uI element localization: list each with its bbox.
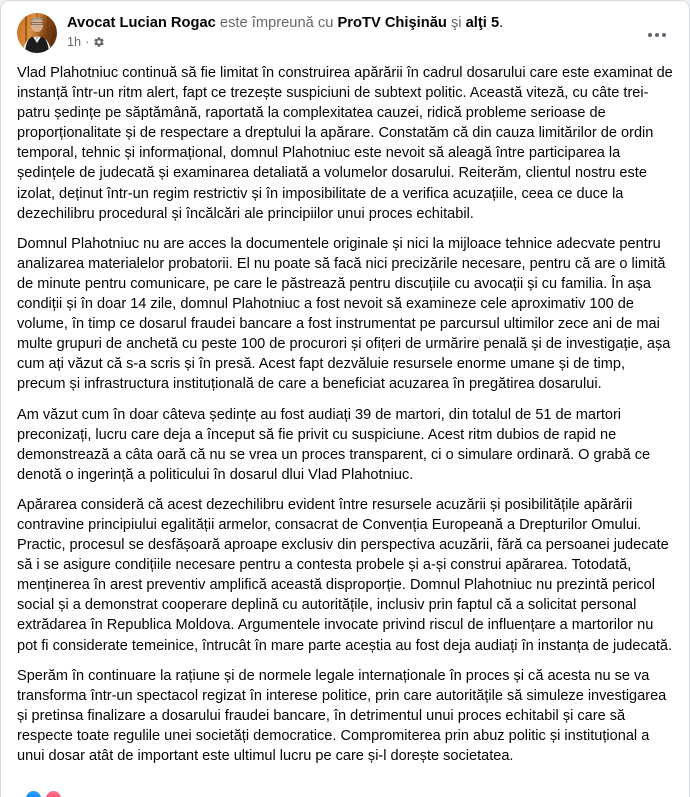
context-with-text: este împreună cu [219, 15, 334, 31]
ellipsis-dot [655, 33, 659, 37]
ellipsis-dot [648, 33, 652, 37]
others-link[interactable]: alţi 5 [465, 15, 500, 31]
context-and-text: şi [450, 15, 462, 31]
post-body [1, 63, 689, 766]
ellipsis-dot [662, 33, 666, 37]
post-meta [67, 35, 673, 49]
timestamp-link[interactable]: 1h [67, 35, 82, 49]
post-options-button[interactable] [639, 17, 675, 53]
tagged-page-link[interactable]: ProTV Chişinău [337, 15, 447, 31]
avatar[interactable] [17, 13, 57, 53]
post-paragraph: Sperăm în continuare la rațiune și de normele legale internaționale în proces și că acesta nu se va transforma într-un spectacol regizat în interese politice, prin care autoritățile să simuleze investigarea și pretinsa finalizare a dosarului fraudei bancare, în detrimentul unui proces echitabil și care să respecte toate regulile unei societăți democratice. Compromiterea prin abuz politic și instituțional a unui dosar atât de important este ultimul lucru pe care și-l dorește societatea. [17, 667, 671, 764]
post-header-text [67, 13, 673, 49]
like-reaction-icon[interactable] [25, 790, 42, 797]
post-byline [67, 14, 673, 33]
privacy-gear-icon [93, 36, 105, 48]
reactions-row [1, 790, 689, 797]
post-header [1, 1, 689, 53]
love-reaction-icon[interactable] [45, 790, 62, 797]
post-paragraph: Domnul Plahotniuc nu are acces la documentele originale și nici la mijloace tehnice adecvate pentru analizarea materialelor probatorii. El nu poate să facă nici precizările necesare, pentru că are o limită de minute pentru comunicare, pe care le păstrează pentru discuțiile cu avocații și cu familia. În așa condiții și în doar 14 zile, domnul Plahotniuc a fost nevoit să examineze cele aproximativ 100 de volume, în timp ce dosarul fraudei bancare a fost instrumentat pe parcursul ultimilor zece ani de mai multe grupuri de anchetă cu peste 100 de procurori și ofițeri de urmărire penală și de investigație, așa cum ați văzut că s-a scris și în presă. Acest fapt dezvăluie resursele enorme umane și de timp, precum și infrastructura instituțională de care a beneficiat acuzarea în pregătirea dosarului. [17, 235, 675, 393]
post-paragraph: Apărarea consideră că acest dezechilibru evident între resursele acuzării și posibilitățile apărării contravine principiului egalității armelor, consacrat de Convenția Europeană a Drepturilor Omului. Practic, procesul se desfășoară aproape exclusiv din perspectiva acuzării, fără ca persoanei judecate să i se asigure condițiile necesare pentru a contesta probele și a-și construi apărarea. Totodată, menținerea în arest preventiv amplifică această disproporție. Domnul Plahotniuc nu prezintă pericol social și a demonstrat cooperare deplină cu autoritățile, inclusiv prin faptul că a solicitat personal extrădarea în Republica Moldova. Argumentele invocate privind riscul de influențare a martorilor nu pot fi considerate temeinice, întrucât în mare parte aceștia au fost deja audiați în instanța de judecată. [17, 496, 673, 654]
byline-period: . [499, 15, 504, 31]
post-paragraph: Am văzut cum în doar câteva ședințe au fost audiați 39 de martori, din totalul de 51 de martori preconizați, lucru care deja a început să fie privit cu suspiciune. Acest ritm dubios de rapid ne demonstrează a câta oară că nu se vrea un proces transparent, ci o simulare ordinară. O grabă ce denotă o ingerință a politicului în dosarul dlui Vlad Plahotniuc. [17, 406, 655, 483]
avatar-image [17, 13, 57, 53]
meta-separator: · [85, 35, 90, 49]
post-paragraph: Vlad Plahotniuc continuă să fie limitat în construirea apărării în cadrul dosarului care este examinat de instanță într-un ritm alert, fapt ce trezește suspiciuni de subtext politic. Această viteză, cu câte trei-patru ședințe pe săptămână, raportată la complexitatea cauzei, ridică probleme serioase de proporționalitate și de respectare a dreptului la apărare. Constatăm că din cauza limitărilor de ordin temporal, tehnic și informațional, domnul Plahotniuc este nevoit să aleagă între participarea la ședințele de judecată și examinarea detaliată a volumelor dosarului. Reiterăm, clientul nostru este izolat, deținut într-un regim restrictiv și în imposibilitate de a verifica acuzațiile, ceea ce duce la dezechilibru procedural și încălcări ale principiilor unui proces echitabil. [17, 65, 677, 222]
author-name-link[interactable]: Avocat Lucian Rogac [67, 15, 216, 31]
